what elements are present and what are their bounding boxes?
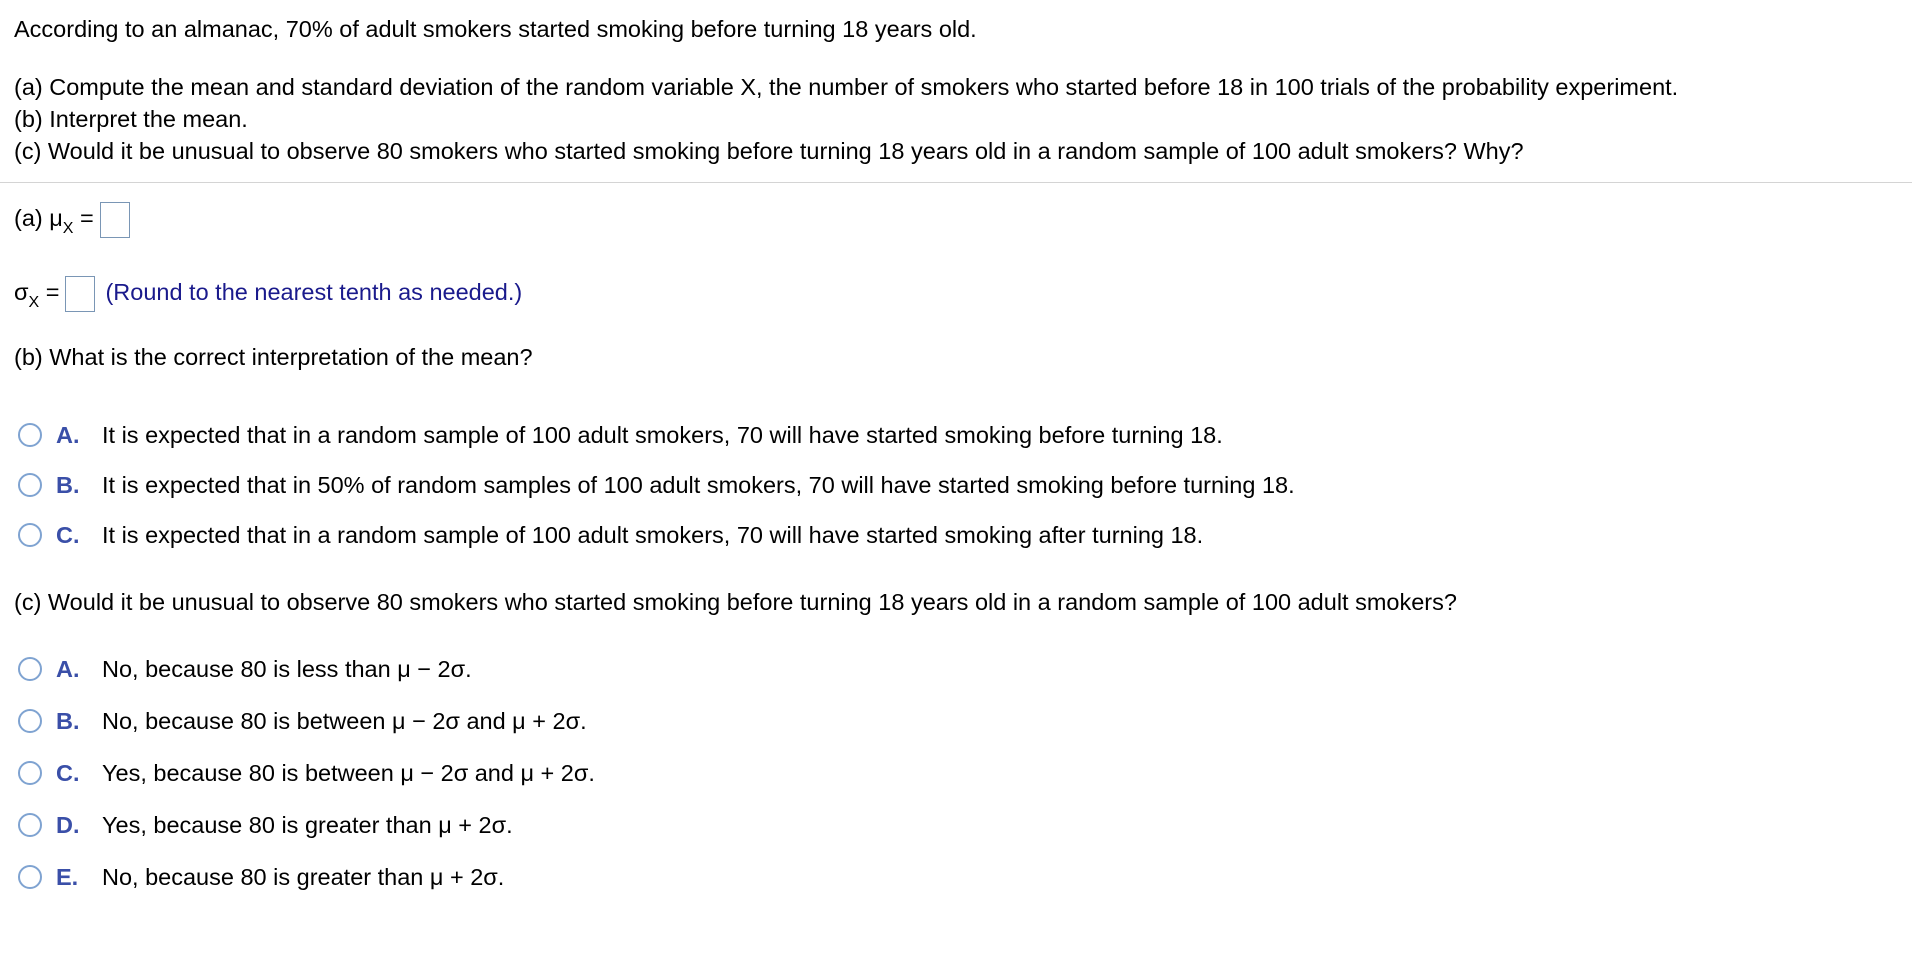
option-letter: A. bbox=[56, 656, 80, 682]
option-text: It is expected that in 50% of random samples of 100 adult smokers, 70 will have started smoking before turning 18. bbox=[102, 472, 1295, 498]
option-letter: C. bbox=[56, 760, 80, 786]
mean-answer-input[interactable] bbox=[100, 202, 130, 238]
question-b-text: (b) Interpret the mean. bbox=[14, 106, 248, 132]
mean-subscript: X bbox=[62, 220, 74, 238]
std-dev-equals: = bbox=[45, 279, 60, 306]
option-text: No, because 80 is less than μ − 2σ. bbox=[102, 656, 472, 682]
option-text: No, because 80 is between μ − 2σ and μ + 2σ. bbox=[102, 708, 587, 734]
option-text: It is expected that in a random sample of 100 adult smokers, 70 will have started smoking before turning 18. bbox=[102, 422, 1223, 448]
problem-intro: According to an almanac, 70% of adult smokers started smoking before turning 18 years old. bbox=[14, 16, 977, 42]
radio-button[interactable] bbox=[18, 709, 42, 733]
std-dev-subscript: X bbox=[28, 294, 40, 312]
option-text: It is expected that in a random sample of 100 adult smokers, 70 will have started smoking after turning 18. bbox=[102, 522, 1204, 548]
mean-label: (a) μ bbox=[14, 205, 63, 232]
std-dev-label: σ bbox=[14, 279, 29, 306]
option-text: Yes, because 80 is between μ − 2σ and μ + 2σ. bbox=[102, 760, 595, 786]
part-b-prompt: (b) What is the correct interpretation of the mean? bbox=[14, 344, 533, 370]
radio-button[interactable] bbox=[18, 761, 42, 785]
option-letter: E. bbox=[56, 864, 79, 890]
question-c-text: (c) Would it be unusual to observe 80 smokers who started smoking before turning 18 years old in a random sample of 100 adult smokers? Why? bbox=[14, 138, 1524, 164]
radio-button[interactable] bbox=[18, 813, 42, 837]
mean-row bbox=[14, 202, 130, 244]
radio-button[interactable] bbox=[18, 865, 42, 889]
radio-button[interactable] bbox=[18, 657, 42, 681]
radio-button[interactable] bbox=[18, 423, 42, 447]
option-text: Yes, because 80 is greater than μ + 2σ. bbox=[102, 812, 513, 838]
option-letter: B. bbox=[56, 472, 80, 498]
part-c-prompt: (c) Would it be unusual to observe 80 smokers who started smoking before turning 18 years old in a random sample of 100 adult smokers? bbox=[14, 589, 1457, 615]
mean-equals: = bbox=[80, 205, 94, 232]
question-a-text: (a) Compute the mean and standard deviation of the random variable X, the number of smokers who started before 18 in 100 trials of the probability experiment. bbox=[14, 74, 1679, 100]
radio-button[interactable] bbox=[18, 523, 42, 547]
option-letter: A. bbox=[56, 422, 80, 448]
option-letter: C. bbox=[56, 522, 80, 548]
std-dev-answer-input[interactable] bbox=[65, 276, 95, 312]
option-text: No, because 80 is greater than μ + 2σ. bbox=[102, 864, 505, 890]
radio-button[interactable] bbox=[18, 473, 42, 497]
section-divider bbox=[0, 182, 1912, 183]
rounding-hint: (Round to the nearest tenth as needed.) bbox=[105, 279, 523, 306]
std-dev-row bbox=[14, 276, 522, 318]
option-letter: D. bbox=[56, 812, 80, 838]
option-letter: B. bbox=[56, 708, 80, 734]
